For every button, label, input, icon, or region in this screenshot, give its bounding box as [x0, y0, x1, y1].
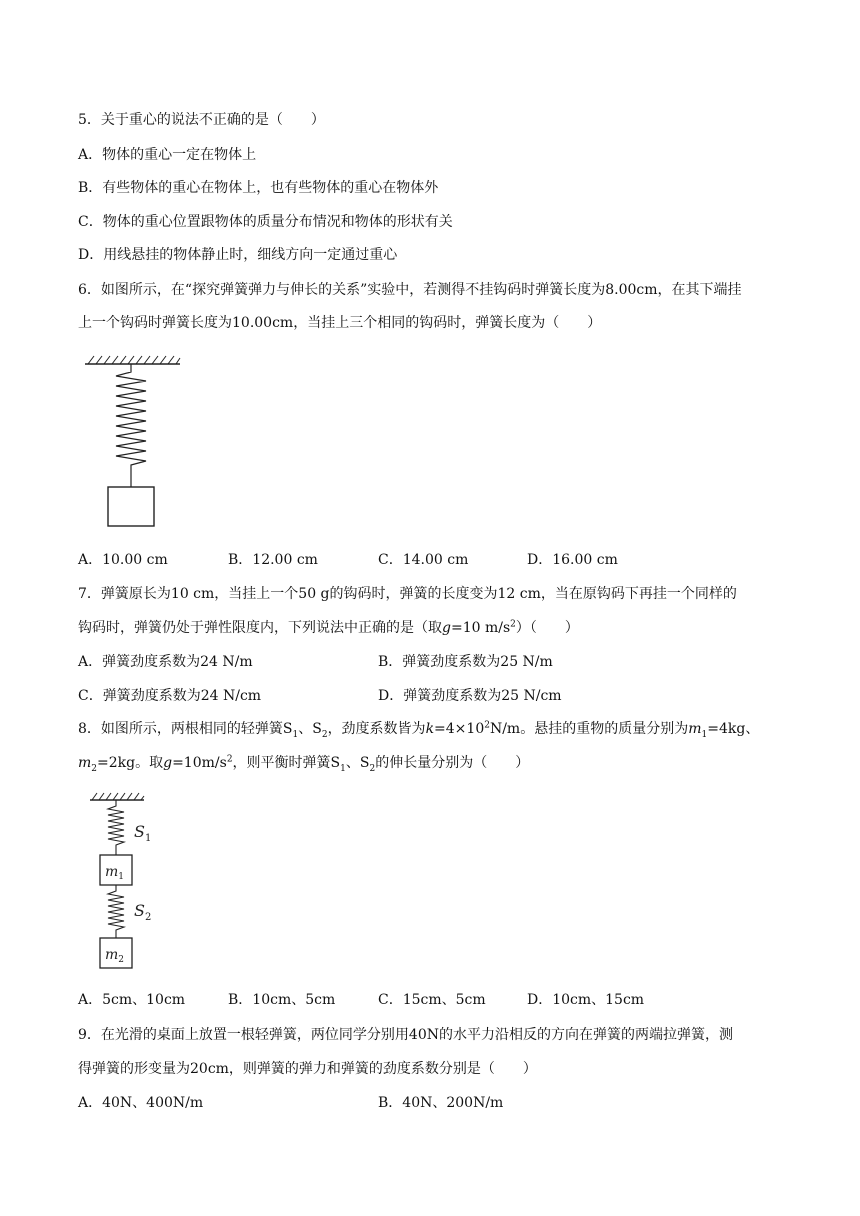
q8-stem-line2: $m_2=2kg$。取$g=10m/s^2$，则平衡时弹簧$S_1$、$S_2$的伸长量分别为（ ） — [78, 754, 530, 774]
q5-option-d: D．用线悬挂的物体静止时，细线方向一定通过重心 — [78, 247, 398, 263]
q8-two-spring-figure — [88, 790, 178, 972]
label-s2: $S_2$ — [134, 901, 152, 923]
spring-coil — [116, 364, 146, 487]
q6-option-d: D．16.00 cm — [527, 552, 618, 568]
q7-stem-line2: 钩码时，弹簧仍处于弹性限度内，下列说法中正确的是（取g=10 $m/s^2$）（ ） — [78, 619, 579, 636]
label-s1: $S_1$ — [134, 822, 152, 844]
q9-option-a: A．40N、400N/m — [78, 1095, 204, 1111]
q6-option-c: C．14.00 cm — [378, 552, 469, 568]
q8-option-b: B．10cm、5cm — [228, 992, 336, 1008]
label-m2: $m_2$ — [105, 947, 125, 965]
q5-option-c: C．物体的重心位置跟物体的质量分布情况和物体的形状有关 — [78, 214, 453, 230]
spring-s1-coil — [108, 800, 124, 855]
q8-stem-line1: 8．如图所示，两根相同的轻弹簧$S_1$、$S_2$，劲度系数皆为$k=4\times 10^2N/m$。悬挂的重物的质量分别为$m_1=4kg$、 — [78, 720, 760, 740]
q8-option-a: A．5cm、10cm — [78, 992, 186, 1008]
q6-stem-line2: 上一个钩码时弹簧长度为10.00cm，当挂上三个相同的钩码时，弹簧长度为（ ） — [78, 315, 602, 331]
q9-stem-line1: 9．在光滑的桌面上放置一根轻弹簧，两位同学分别用40N的水平力沿相反的方向在弹簧的两端拉弹簧，测 — [78, 1027, 733, 1043]
q8-option-d: D．10cm、15cm — [527, 992, 645, 1008]
q9-stem-line2: 得弹簧的形变量为20cm，则弹簧的弹力和弹簧的劲度系数分别是（ ） — [78, 1061, 537, 1077]
q6-spring-figure — [80, 352, 190, 532]
hook-weight-block — [108, 487, 154, 526]
q7-option-d: D．弹簧劲度系数为25 N/cm — [378, 688, 562, 704]
ceiling-hatch — [85, 356, 180, 364]
q6-option-b: B．12.00 cm — [228, 552, 318, 568]
q5-option-b: B．有些物体的重心在物体上，也有些物体的重心在物体外 — [78, 180, 439, 196]
q9-option-b: B．40N、200N/m — [378, 1095, 504, 1111]
q8-option-c: C．15cm、5cm — [378, 992, 486, 1008]
label-m1: $m_1$ — [105, 864, 125, 882]
spring-s2-coil — [108, 885, 124, 938]
q6-stem-line1: 6．如图所示，在“探究弹簧弹力与伸长的关系”实验中，若测得不挂钩码时弹簧长度为8.00cm，在其下端挂 — [78, 282, 742, 298]
q7-option-b: B．弹簧劲度系数为25 N/m — [378, 654, 553, 670]
ceiling-hatch — [90, 793, 144, 800]
q5-option-a: A．物体的重心一定在物体上 — [78, 147, 257, 163]
q6-option-a: A．10.00 cm — [78, 552, 168, 568]
q7-option-c: C．弹簧劲度系数为24 N/cm — [78, 688, 262, 704]
q5-stem: 5．关于重心的说法不正确的是（ ） — [78, 112, 325, 128]
q7-option-a: A．弹簧劲度系数为24 N/m — [78, 654, 253, 670]
q7-stem-line1: 7．弹簧原长为10 cm，当挂上一个50 g的钩码时，弹簧的长度变为12 cm，当在原钩码下再挂一个同样的 — [78, 586, 737, 602]
